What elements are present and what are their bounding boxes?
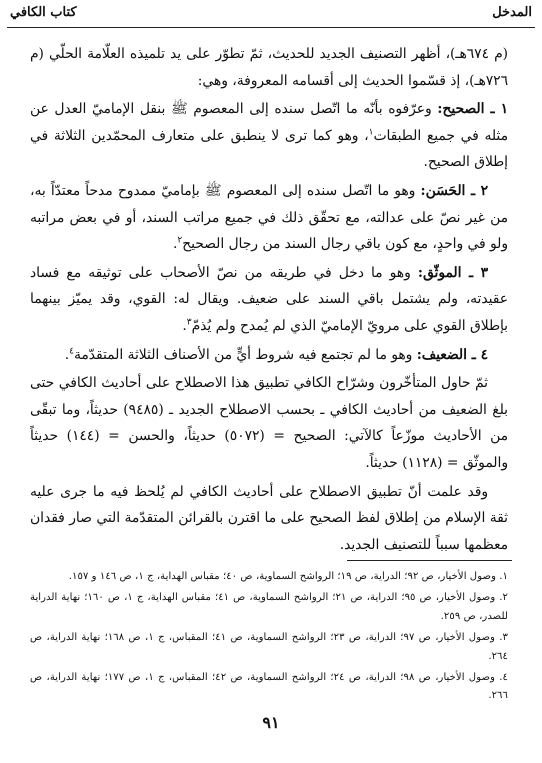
- term-label: ١ ـ الصحيح:: [437, 101, 509, 118]
- term-definition: وهو ما لم تجتمع فيه شروط أيٍّ من الأصناف الثلاثة المتقدّمة: [73, 346, 417, 363]
- main-text: [30, 41, 508, 560]
- paragraph-daif: [30, 342, 508, 369]
- footnote-4: ٤. وصول الأخيار، ص ٩٨؛ الدراية، ص ٢٤؛ الرواشح السماوية، ص ٤٢؛ المقباس، ج ١، ص ١٧٧؛ نهاية الدراية، ص ٢٦٦.: [30, 672, 509, 702]
- term-definition-end: .: [182, 317, 187, 334]
- paragraph-statistics: [30, 370, 508, 476]
- footnote-2: ٢. وصول الأخيار، ص ٩٥؛ الدراية، ص ٢١؛ الرواشح السماوية، ص ٤١؛ مقباس الهداية، ج ١، ص ١٦٠؛ نهاية الدراية للصدر، ص ٢٥٩.: [30, 592, 508, 622]
- running-header-section: المدخل: [492, 5, 532, 20]
- footnote-separator: [347, 560, 512, 561]
- term-label: ٣ ـ الموثّق:: [417, 264, 488, 281]
- term-definition: وعرّفوه بأنّه ما اتّصل سنده إلى المعصوم ﷺ بنقل الإماميّ العدل عن مثله في جميع الطبقات: [30, 101, 508, 144]
- paragraph-muwaththaq: [30, 260, 508, 340]
- term-definition: وهو ما اتّصل سنده إلى المعصوم ﷺ بإماميّ ممدوح مدحاً معتدّاً به، من غير نصّ على عدالته، مع تحقّق ذلك في جميع مراتب السند، أو في بعض مراتبه ولو في واحدٍ، مع كون باقي رجال السند من رجال الصحيح: [30, 182, 508, 253]
- term-definition-end: .: [64, 346, 70, 363]
- paragraph-conclusion: [30, 479, 508, 559]
- footnote-1: ١. وصول الأخيار، ص ٩٢؛ الدراية، ص ١٩؛ الرواشح السماوية، ص ٤٠؛ مقباس الهداية، ج ١، ص ١٤٦ و ١٥٧.: [68, 571, 508, 582]
- running-header-book-title: كتاب الكافي: [10, 5, 77, 20]
- footnote-marker: ٢: [177, 235, 183, 246]
- term-definition-end: .: [172, 236, 178, 253]
- footnote-marker: ٣: [186, 317, 192, 328]
- paragraph-text: (م ٦٧٤هـ)، أظهر التصنيف الجديد للحديث، ثمّ تطوّر على يد تلميذه العلّامة الحلّي (م ٧٢٦هـ)، إذ قسّموا الحديث إلى أقسامه المعروفة، وهي:: [30, 46, 508, 89]
- term-label: ٤ ـ الضعيف:: [416, 346, 488, 363]
- footnote-marker: ١: [368, 127, 374, 138]
- footnote-3: ٣. وصول الأخيار، ص ٩٧؛ الدراية، ص ٢٣؛ الرواشح السماوية، ص ٤١؛ المقباس، ج ١، ص ١٦٨؛ نهاية الدراية، ص ٢٦٤.: [30, 632, 509, 662]
- term-label: ٢ ـ الحَسَن:: [420, 182, 488, 199]
- paragraph-text: ثمّ حاول المتأخّرون وشرّاح الكافي تطبيق هذا الاصطلاح على أحاديث الكافي حتى بلغ الضعيف من أحاديث الكافي ـ بحسب الاصطلاح الجديد ـ (٩٤٨٥) حديثاً، وما تبقّى من الأحاديث موزّعاً كالآتي: الصحيح = (٥٠٧٢) حديثاً، والحسن = (١٤٤) حديثاً والموثّق = (١١٢٨) حديثاً.: [30, 375, 509, 471]
- term-definition: وهو ما دخل في طريقه من نصّ الأصحاب على توثيقه مع فساد عقيدته، ولم يشتمل باقي السند على ضعيف. ويقال له: القوي، وقد يميّز بينهما بإطلاق القوي على مرويّ الإماميّ الذي لم يُمدح ولم يُذمّ: [30, 264, 508, 334]
- footnotes: [30, 568, 508, 709]
- paragraph-text: وقد علمت أنّ تطبيق الاصطلاح على أحاديث الكافي لم يُلحظ فيه ما جرى عليه ثقة الإسلام من إطلاق لفظ الصحيح على ما اقترن بالقرائن المتقدّمة التي صار فقدان معظمها سبباً للتصنيف الجديد.: [30, 483, 508, 553]
- header-rule: [7, 27, 535, 28]
- page-number: ٩١: [262, 713, 280, 732]
- paragraph-sahih: [30, 96, 508, 176]
- footnote-marker: ٤: [69, 345, 74, 356]
- paragraph-intro: [30, 41, 508, 94]
- term-definition-end: ، وهو كما ترى لا ينطبق على متعارف المحمّدين الثلاثة في إطلاق الصحيح.: [30, 127, 508, 171]
- paragraph-hasan: [30, 178, 508, 258]
